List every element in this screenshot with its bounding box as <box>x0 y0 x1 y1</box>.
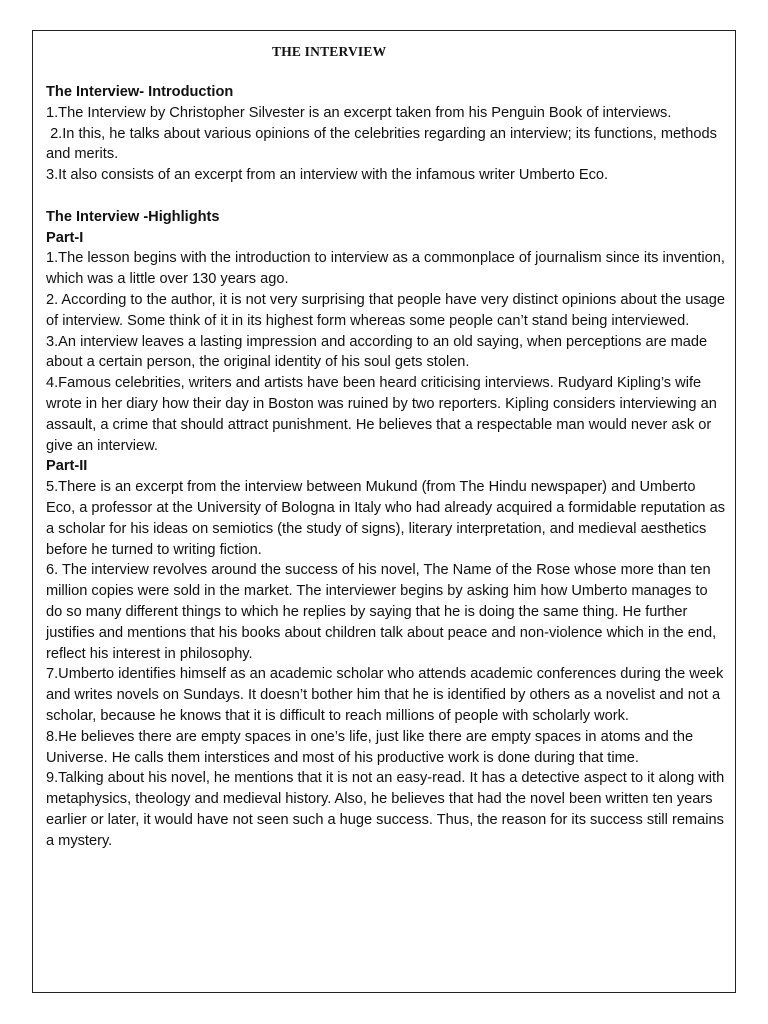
intro-paragraph-1: 1.The Interview by Christopher Silvester is an excerpt taken from his Penguin Book of interviews. <box>46 104 672 121</box>
part-1-paragraph-4: 4.Famous celebrities, writers and artists have been heard criticising interviews. Rudyard Kipling’s wife wrote in her diary how their day in Boston was ruined by two reporters. Kipling considers interviewing an assault, a crime that should attract punishment. He believes that a respectable man would never ask or give an interview. <box>46 375 717 454</box>
part-1-heading: Part-I <box>46 229 84 246</box>
document-body <box>46 42 726 851</box>
intro-paragraph-2: 2.In this, he talks about various opinions of the celebrities regarding an interview; its functions, methods and merits. <box>46 125 721 163</box>
part-2-paragraph-9: 9.Talking about his novel, he mentions that it is not an easy-read. It has a detective aspect to it along with metaphysics, theology and medieval history. Also, he believes that had the novel been written ten years earlier or later, it would have not seen such a huge success. Thus, the reason for its success still remains a mystery. <box>46 770 725 849</box>
section-spacer <box>46 186 726 207</box>
highlights-heading: The Interview -Highlights <box>46 208 220 225</box>
part-2-paragraph-6: 6. The interview revolves around the success of his novel, The Name of the Rose whose more than ten million copies were sold in the market. The interviewer begins by asking him how Umberto manages to do so many different things to which he replies by saying that he is doing the same thing. He further justifies and mentions that his books about children talk about peace and non-violence which in the end, reflect his interest in philosophy. <box>46 562 717 662</box>
intro-heading: The Interview- Introduction <box>46 84 234 100</box>
part-2-paragraph-5: 5.There is an excerpt from the interview between Mukund (from The Hindu newspaper) and Umberto Eco, a professor at the University of Bologna in Italy who had already acquired a formidable reputation as a scholar for his ideas on semiotics (the study of signs), literary interpretation, and medieval aesthetics before he turned to writing fiction. <box>46 479 725 558</box>
part-2-paragraph-7: 7.Umberto identifies himself as an academic scholar who attends academic conferences during the week and writes novels on Sundays. It doesn’t bother him that he is identified by others as a novelist and not a scholar, because he knows that it is difficult to reach millions of people with scholarly work. <box>46 666 724 724</box>
part-2-heading: Part-II <box>46 458 88 475</box>
part-1-paragraph-2: 2. According to the author, it is not very surprising that people have very distinct opinions about the usage of interview. Some think of it in its highest form whereas some people can’t stand being interviewed. <box>46 291 726 329</box>
part-1-paragraph-3: 3.An interview leaves a lasting impression and according to an old saying, when perceptions are made about a certain person, the original identity of his soul gets stolen. <box>46 333 708 371</box>
part-1-paragraph-1: 1.The lesson begins with the introduction to interview as a commonplace of journalism since its invention, which was a little over 130 years ago. <box>46 250 725 288</box>
part-2-paragraph-8: 8.He believes there are empty spaces in one’s life, just like there are empty spaces in atoms and the Universe. He calls them interstices and most of his productive work is done during that time. <box>46 728 694 766</box>
document-title: THE INTERVIEW <box>272 44 387 59</box>
intro-paragraph-3: 3.It also consists of an excerpt from an interview with the infamous writer Umberto Eco. <box>46 167 609 184</box>
